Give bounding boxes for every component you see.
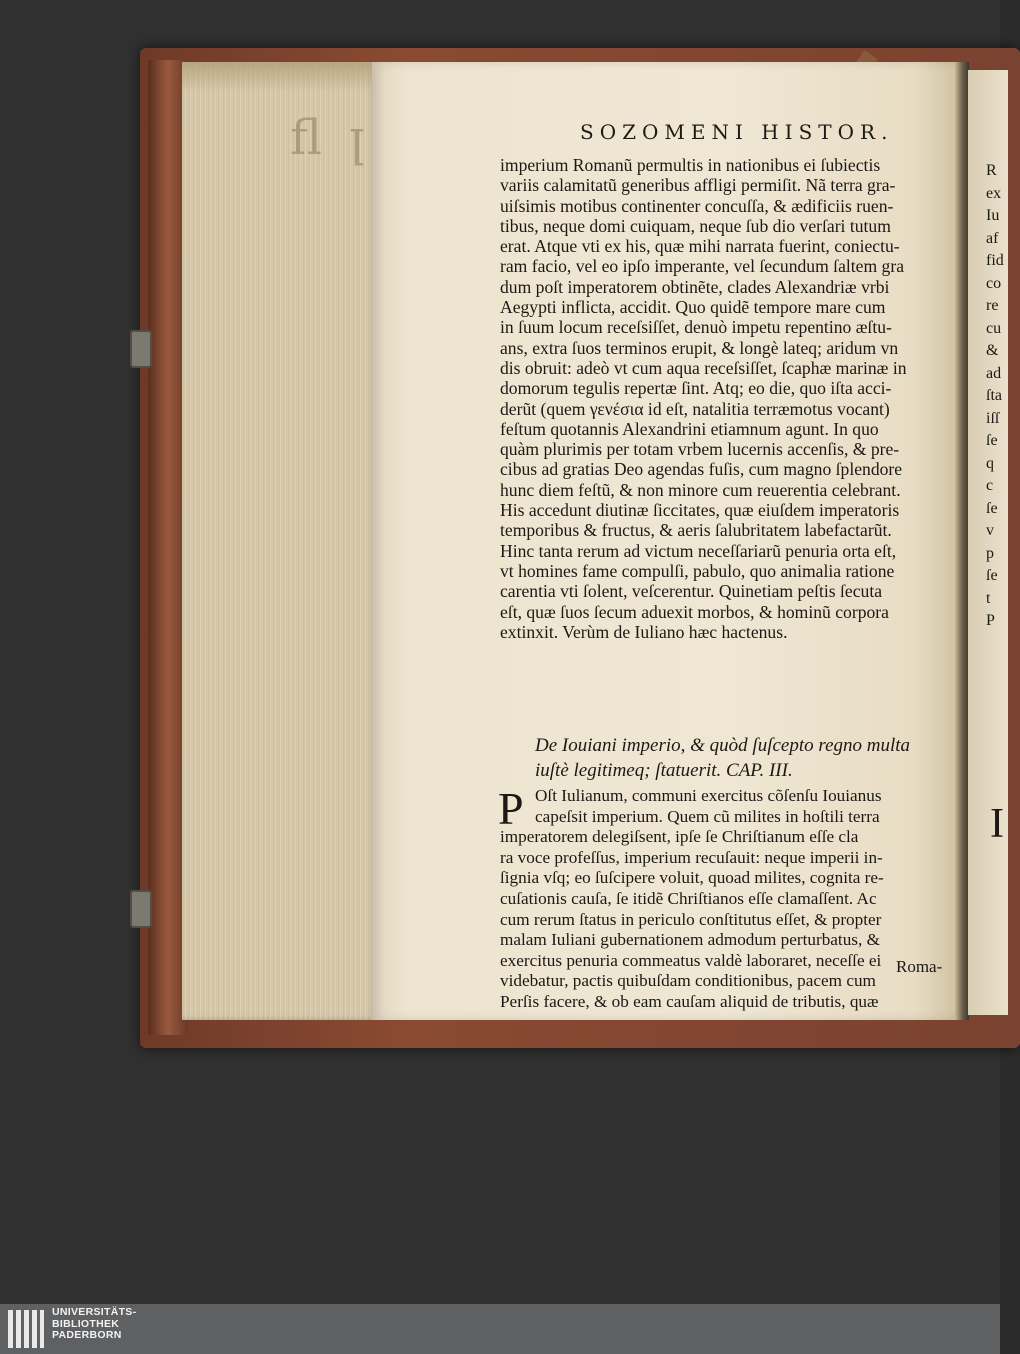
chapter-text-line: ra voce profeſſus, imperium recuſauit: neque imperii in- [500,847,883,867]
library-footer [0,1304,1000,1354]
chapter-text-line: malam Iuliani gubernationem admodum perturbatus, & [500,930,880,950]
drop-cap: P [498,783,524,834]
text-line: Hinc tanta rerum ad victum neceſſariarũ penuria orta eſt, [500,540,897,561]
text-line: derũt (quem γενέσια id eſt, natalitia terræmotus vocant) [500,398,890,419]
text-line: variis calamitatũ generibus affligi permiſit. Nã terra gra- [500,175,896,196]
right-page-fragment: ſta [986,387,1002,404]
text-line: dum poſt imperatorem obtinẽte, clades Alexandriæ vrbi [500,276,890,297]
text-line: quàm plurimis per totam vrbem lucernis accenſis, & pre- [500,439,900,460]
right-page-fragment: q [986,454,994,472]
text-line: hunc diem feſtũ, & non minore cum reuerentia celebrant. [500,479,901,500]
right-page-text [986,160,1006,633]
right-page-fragment: c [986,477,994,494]
right-page-fragment: R [986,162,997,179]
body-text [500,155,955,642]
right-page-fragment: t [986,589,991,607]
library-name-line1: UNIVERSITÄTS- [52,1306,137,1318]
chapter-text-line: cum rerum ſtatus in periculo conſtitutus eſſet, & propter [500,909,882,929]
catchword: Roma- [896,957,943,976]
right-page-fragment: & [986,342,999,359]
library-name [52,1307,136,1342]
text-line: in ſuum locum receſsiſſet, denuò impetu repentino æſtu- [500,317,892,338]
chapter-text-line: cuſationis cauſa, ſe itidẽ Chriſtianos eſſe clamaſſent. Ac [500,888,877,908]
right-page-fragment: re [986,297,999,314]
text-line: carentia vti ſolent, veſcerentur. Quinetiam peſtis ſecuta [500,581,883,602]
right-page-fragment: p [986,544,994,562]
page-block-edges [182,62,377,1020]
text-line: imperium Romanũ permultis in nationibus ei ſubiectis [500,155,881,175]
text-line: His accedunt diutinæ ſiccitates, quæ eiuſdem imperatoris [500,500,900,521]
chapter-text-line: videbatur, pactis quibuſdam conditionibus, pacem cum [500,971,876,991]
text-line: feſtum quotannis Alexandrini etiamnum agunt. In quo [500,418,879,439]
book-gutter [955,62,969,1020]
right-page-fragment: cu [986,319,1002,337]
chapter-text-line: capeſsit imperium. Quem cũ milites in hoſtili terra [535,806,880,826]
chapter-text-line: exercitus penuria commeatus valdè laboraret, neceſſe ei [500,950,882,970]
right-page-fragment: v [986,522,994,539]
chapter-heading-line: De Iouiani imperio, & quòd ſuſcepto regno multa [535,735,911,756]
right-page-fragment: Iu [986,207,1000,224]
text-line: vt homines fame compulſi, pabulo, quo animalia ratione [500,560,895,581]
clasp-lower-icon [130,890,152,928]
text-line: uiſsimis motibus continenter concuſſa, & ædificiis ruen- [500,195,894,216]
right-page-fragment: P [986,612,995,629]
text-line: ans, extra ſuos terminos erupit, & longè lateq; aridum vn [500,337,899,358]
text-line: cibus ad gratias Deo agendas fuſis, cum magno ſplendore [500,459,903,480]
library-name-line3: PADERBORN [52,1329,122,1341]
right-page-fragment: fid [986,252,1004,269]
text-line: ram facio, vel eo ipſo imperante, vel ſecundum ſaltem gra [500,256,905,277]
library-name-line2: BIBLIOTHEK [52,1317,120,1330]
right-page-fragment: ad [986,364,1002,382]
right-page-fragment: ſe [986,567,998,584]
right-page-fragment: af [986,229,999,247]
text-line: tibus, neque domi cuiquam, neque ſub dio verſari tutum [500,215,891,236]
page-block-shadow [182,62,377,92]
chapter-text [498,783,955,1013]
text-line: temporibus & fructus, & aeris ſalubritatem labefactarũt. [500,520,892,541]
running-head: SOZOMENI HISTOR. [580,120,894,144]
chapter-text-line: Oſt Iulianum, communi exercitus cõſenſu Iouianus [535,786,882,805]
text-line: erat. Atque vti ex his, quæ mihi narrata fuerint, coniectu- [500,236,900,257]
text-line: dis obruit: adeò vt cum aqua receſsiſſet, ſcaphæ marinæ in [500,357,907,378]
text-line: eſt, quæ ſuos ſecum aduexit morbos, & hominũ corpora [500,601,889,622]
right-page-fragment: ſe [986,432,998,449]
chapter-heading-line: iuſtè legitimeq; ſtatuerit. CAP. III. [535,760,793,781]
text-line: domorum tegulis repertæ ſint. Atq; eo die, quo iſta acci- [500,378,892,399]
text-line: Aegypti inflicta, accidit. Quo quidẽ tempore mare cum [500,297,886,318]
chapter-text-line: imperatorem delegiſsent, ipſe ſe Chriſtianum eſſe cla [500,827,859,847]
bleed-through-mark: ﬂ ꞁ [290,110,371,166]
chapter-text-line: Perſis facere, & ob eam cauſam aliquid de tributis, quæ [500,991,879,1011]
right-page-drop-cap: I [990,801,1004,847]
chapter-text-line: ſignia vſq; eo ſuſcipere voluit, quoad milites, cognita re- [500,868,884,888]
chapter-heading [535,733,955,783]
right-page-fragment: co [986,274,1002,292]
right-page-fragment: ex [986,184,1002,202]
clasp-upper-icon [130,330,152,368]
right-page-fragment: iſſ [986,409,1000,427]
text-line: extinxit. Verùm de Iuliano hæc hactenus. [500,621,788,642]
right-page-fragment: ſe [986,499,998,517]
library-logo-icon [8,1310,46,1348]
